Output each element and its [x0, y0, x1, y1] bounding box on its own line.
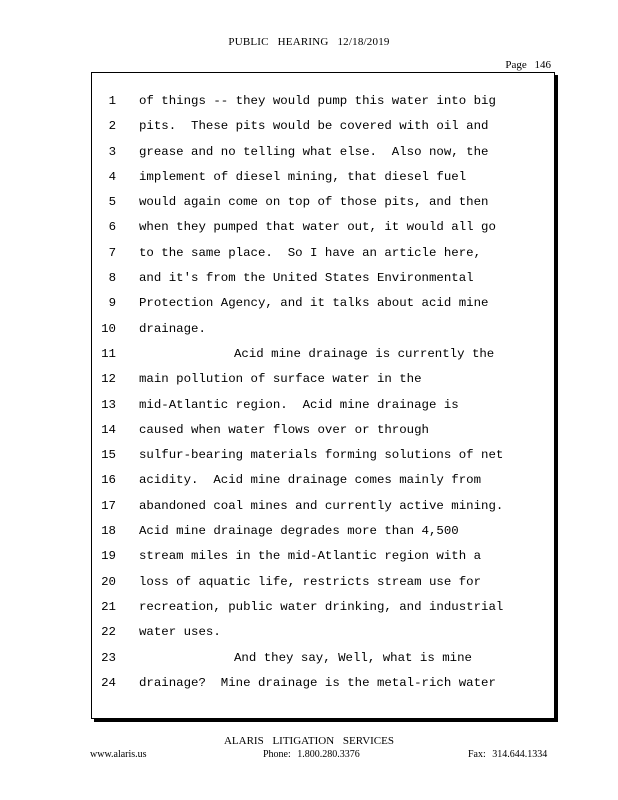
line-number: 10: [101, 321, 116, 336]
line-number: 6: [108, 220, 116, 235]
line-text: implement of diesel mining, that diesel fuel: [139, 169, 467, 184]
page-number: Page 146: [505, 59, 551, 71]
transcript-line: [0, 595, 618, 620]
line-number: 23: [101, 650, 116, 665]
line-text: stream miles in the mid-Atlantic region with a: [139, 549, 482, 564]
line-number: 15: [101, 448, 116, 463]
line-number: 16: [101, 473, 116, 488]
line-number: 4: [108, 169, 116, 184]
line-text: main pollution of surface water in the: [139, 372, 422, 387]
transcript-line: [0, 367, 618, 392]
line-text: Acid mine drainage is currently the: [234, 346, 495, 361]
line-number: 18: [101, 524, 116, 539]
line-text: And they say, Well, what is mine: [234, 650, 472, 665]
transcript-line: [0, 190, 618, 215]
footer-fax: Fax: 314.644.1334: [468, 749, 548, 760]
line-number: 3: [108, 144, 116, 159]
line-text: when they pumped that water out, it would all go: [139, 220, 496, 235]
transcript-line: [0, 671, 618, 696]
transcript-line: [0, 646, 618, 671]
footer-company: ALARIS LITIGATION SERVICES: [223, 735, 394, 747]
line-text: of things -- they would pump this water into big: [139, 94, 496, 108]
line-number: 24: [101, 675, 116, 690]
line-number: 20: [101, 574, 116, 589]
line-number: 1: [108, 94, 116, 108]
footer-phone: Phone: 1.800.280.3376: [263, 749, 360, 760]
line-text: loss of aquatic life, restricts stream use for: [139, 574, 482, 589]
line-text: water uses.: [139, 625, 221, 640]
line-number: 2: [108, 119, 116, 134]
line-text: pits. These pits would be covered with oil and: [139, 119, 489, 134]
line-text: sulfur-bearing materials forming solutions of net: [139, 448, 504, 463]
transcript-line: [0, 291, 618, 316]
line-text: drainage? Mine drainage is the metal-rich water: [139, 675, 496, 690]
line-number: 14: [101, 422, 116, 437]
transcript-lines: [0, 89, 618, 696]
line-number: 12: [101, 372, 116, 387]
line-text: grease and no telling what else. Also now, the: [139, 144, 489, 159]
line-number: 9: [108, 296, 116, 311]
footer-website-link[interactable]: www.alaris.us: [90, 749, 147, 760]
line-text: to the same place. So I have an article here,: [139, 245, 482, 260]
transcript-line: [0, 342, 618, 367]
line-text: drainage.: [139, 321, 206, 336]
line-text: abandoned coal mines and currently active mining.: [139, 498, 504, 513]
header-title: PUBLIC HEARING 12/18/2019: [228, 36, 390, 48]
transcript-line: [0, 241, 618, 266]
line-number: 11: [101, 346, 116, 361]
transcript-line: [0, 140, 618, 165]
line-text: acidity. Acid mine drainage comes mainly from: [139, 473, 482, 488]
transcript-line: [0, 215, 618, 240]
transcript-line: [0, 266, 618, 291]
line-number: 8: [108, 271, 116, 286]
line-text: recreation, public water drinking, and industrial: [139, 599, 504, 614]
transcript-line: [0, 519, 618, 544]
transcript-line: [0, 165, 618, 190]
transcript-line: [0, 393, 618, 418]
line-number: 17: [101, 498, 116, 513]
transcript-line: [0, 89, 618, 114]
line-number: 19: [101, 549, 116, 564]
line-number: 5: [108, 195, 116, 210]
transcript-line: [0, 494, 618, 519]
transcript-line: [0, 317, 618, 342]
line-number: 7: [108, 245, 116, 260]
transcript-line: [0, 570, 618, 595]
line-number: 22: [101, 625, 116, 640]
transcript-line: [0, 544, 618, 569]
line-text: Acid mine drainage degrades more than 4,500: [139, 524, 459, 539]
line-number: 21: [101, 599, 116, 614]
transcript-line: [0, 443, 618, 468]
transcript-line: [0, 620, 618, 645]
line-text: and it's from the United States Environmental: [139, 271, 474, 286]
transcript-line: [0, 468, 618, 493]
transcript-line: [0, 418, 618, 443]
line-text: would again come on top of those pits, and then: [139, 195, 489, 210]
line-text: mid-Atlantic region. Acid mine drainage is: [139, 397, 459, 412]
line-text: Protection Agency, and it talks about acid mine: [139, 296, 489, 311]
line-text: caused when water flows over or through: [139, 422, 429, 437]
line-number: 13: [101, 397, 116, 412]
transcript-line: [0, 114, 618, 139]
